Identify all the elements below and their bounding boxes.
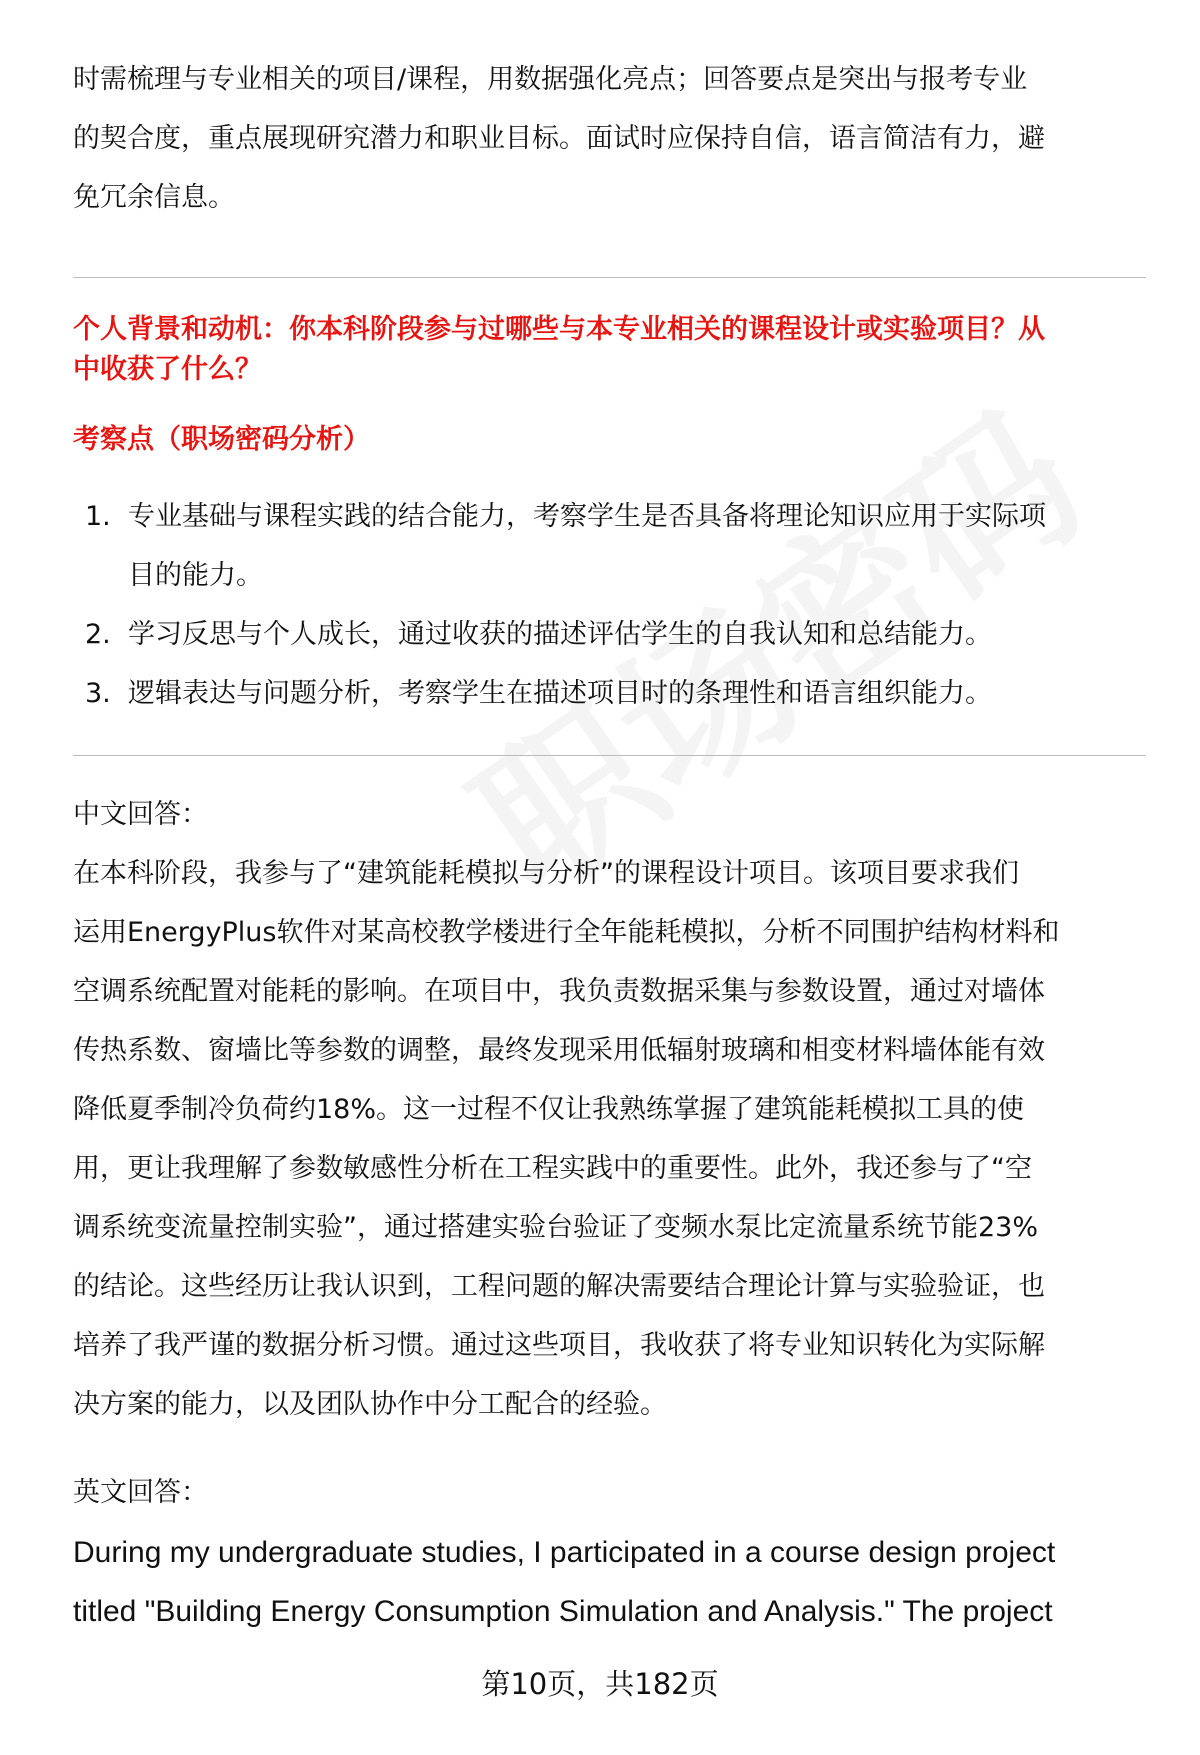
text-line: 的契合度，重点展现研究潜力和职业目标。面试时应保持自信，语言简洁有力，避 bbox=[73, 123, 1045, 154]
text-line: 时需梳理与专业相关的项目/课程，用数据强化亮点；回答要点是突出与报考专业 bbox=[73, 64, 1028, 95]
text-line: 调系统变流量控制实验”，通过搭建实验台验证了变频水泵比定流量系统节能23% bbox=[73, 1212, 1038, 1243]
text-line: 个人背景和动机：你本科阶段参与过哪些与本专业相关的课程设计或实验项目？从 bbox=[73, 314, 1045, 345]
list-item: 逻辑表达与问题分析，考察学生在描述项目时的条理性和语言组织能力。 bbox=[128, 678, 992, 709]
list-item: 学习反思与个人成长，通过收获的描述评估学生的自我认知和总结能力。 bbox=[128, 619, 992, 650]
text-line: 传热系数、窗墙比等参数的调整，最终发现采用低辐射玻璃和相变材料墙体能有效 bbox=[73, 1035, 1045, 1066]
divider bbox=[73, 277, 1146, 278]
text-line: 决方案的能力，以及团队协作中分工配合的经验。 bbox=[73, 1389, 667, 1420]
list-item: 专业基础与课程实践的结合能力，考察学生是否具备将理论知识应用于实际项 bbox=[128, 501, 1046, 532]
text-line: 降低夏季制冷负荷约18%。这一过程不仅让我熟练掌握了建筑能耗模拟工具的使 bbox=[73, 1094, 1025, 1125]
list-number: 3. bbox=[85, 678, 111, 709]
text-line: During my undergraduate studies, I participated in a course design project bbox=[73, 1536, 1056, 1569]
text-line: 培养了我严谨的数据分析习惯。通过这些项目，我收获了将专业知识转化为实际解 bbox=[73, 1330, 1045, 1361]
list-number: 2. bbox=[85, 619, 111, 650]
cn-answer-label: 中文回答： bbox=[73, 799, 208, 830]
list-number: 1. bbox=[85, 501, 111, 532]
list-item-cont: 目的能力。 bbox=[128, 560, 263, 591]
text-line: 用，更让我理解了参数敏感性分析在工程实践中的重要性。此外，我还参与了“空 bbox=[73, 1153, 1032, 1184]
en-answer-label: 英文回答： bbox=[73, 1477, 208, 1508]
text-line: 空调系统配置对能耗的影响。在项目中，我负责数据采集与参数设置，通过对墙体 bbox=[73, 976, 1045, 1007]
points-heading: 考察点（职场密码分析） bbox=[73, 424, 370, 455]
text-line: 免冗余信息。 bbox=[73, 182, 235, 213]
text-line: 运用EnergyPlus软件对某高校教学楼进行全年能耗模拟，分析不同围护结构材料和 bbox=[73, 917, 1060, 948]
divider bbox=[73, 755, 1146, 756]
text-line: titled "Building Energy Consumption Simulation and Analysis." The project bbox=[73, 1595, 1053, 1628]
page-number: 第10页，共182页 bbox=[481, 1667, 719, 1701]
text-line: 在本科阶段，我参与了“建筑能耗模拟与分析”的课程设计项目。该项目要求我们 bbox=[73, 858, 1019, 889]
text-line: 中收获了什么？ bbox=[73, 354, 262, 385]
text-line: 的结论。这些经历让我认识到，工程问题的解决需要结合理论计算与实验验证，也 bbox=[73, 1271, 1045, 1302]
